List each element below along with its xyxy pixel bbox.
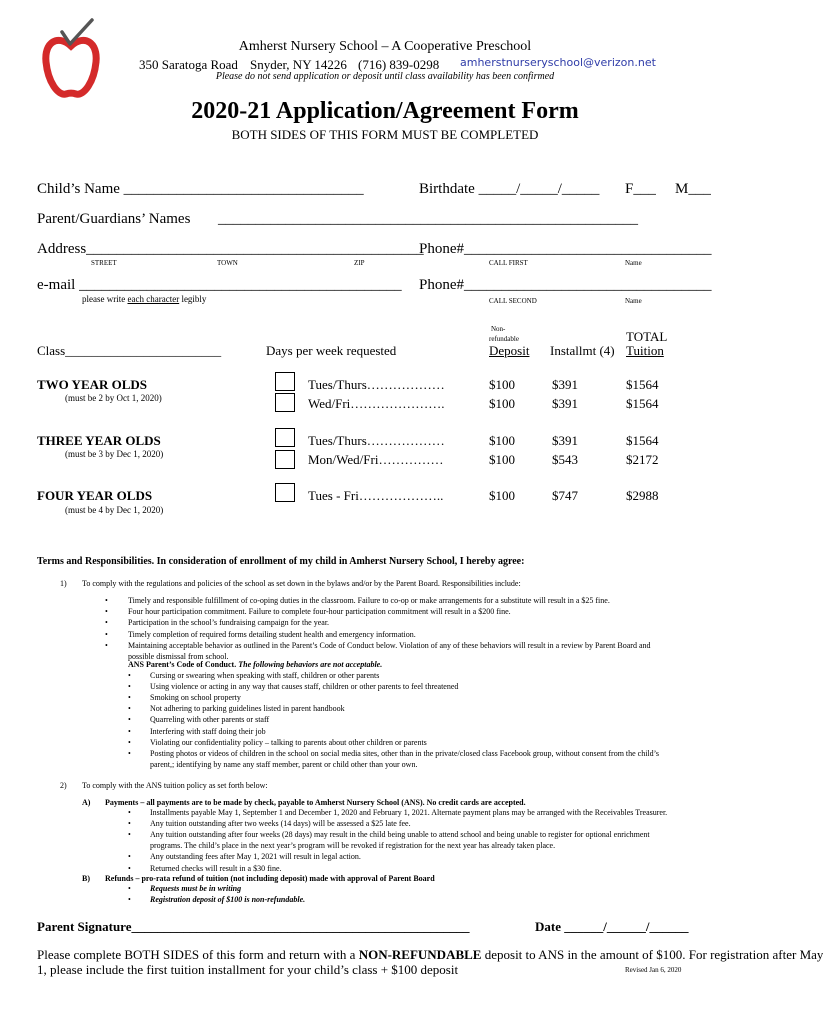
revised-date: Revised Jan 6, 2020 [625, 966, 682, 974]
call-second-label: CALL SECOND [489, 297, 537, 305]
deposit-value: $100 [489, 488, 515, 503]
list-item: Posting photos or videos of children in the school on social media sites, other than in the private/closed class Facebook group, without consent from the child’s [150, 748, 660, 758]
class-header: Class________________________ [37, 343, 222, 358]
class-checkbox[interactable] [275, 428, 295, 447]
tuition-header: Tuition [626, 343, 664, 358]
call-first-label: CALL FIRST [489, 259, 528, 267]
bullet-icon: • [105, 607, 108, 617]
days-header: Days per week requested [266, 343, 397, 358]
application-notice: Please do not send application or deposit until class availability has been confirmed [215, 71, 555, 82]
class-checkbox[interactable] [275, 372, 295, 391]
payments-label: A) [82, 798, 91, 807]
list-item: Any tuition outstanding after four weeks (28 days) may result in the child being unable to attend school and being unable to register for optional enrichment [150, 830, 650, 840]
days-option: Tues/Thurs……………… [308, 377, 445, 392]
terms-heading: Terms and Responsibilities. In consideration of enrollment of my child in Amherst Nursery School, I hereby agree: [37, 556, 525, 567]
days-option: Mon/Wed/Fri…………… [308, 452, 444, 467]
days-option: Tues/Thurs……………… [308, 433, 445, 448]
total-value: $1564 [626, 396, 659, 411]
town-label: TOWN [217, 259, 238, 267]
installment-value: $391 [552, 396, 578, 411]
deposit-value: $100 [489, 396, 515, 411]
installment-value: $543 [552, 452, 578, 467]
class-name: FOUR YEAR OLDS [37, 488, 153, 503]
list-item: Requests must be in writing [150, 884, 242, 893]
bullet-icon: • [128, 819, 131, 829]
installment-header: Installmt (4) [550, 343, 615, 358]
list-item: Installments payable May 1, September 1 and December 1, 2020 and February 1, 2021. Alternate payment plans may be arranged with the Receivables Treasurer. [150, 808, 668, 817]
signature-date-field[interactable]: Date ______/______/______ [535, 919, 689, 934]
bullet-icon: • [105, 596, 108, 605]
bullet-icon: • [128, 863, 131, 873]
class-name: TWO YEAR OLDS [37, 377, 148, 392]
legibly-note: please write each character legibly [82, 294, 207, 304]
item-text: To comply with the ANS tuition policy as set forth below: [82, 781, 268, 790]
bullet-icon: • [128, 737, 131, 747]
installment-value: $391 [552, 377, 578, 392]
total-value: $1564 [626, 433, 659, 448]
list-item: programs. The child’s place in the next year’s program will be revoked if registration for the next year has already taken place. [150, 841, 556, 851]
list-item: Interfering with staff doing their job [150, 726, 266, 736]
deposit-value: $100 [489, 377, 515, 392]
conduct-heading: ANS Parent’s Code of Conduct. The following behaviors are not acceptable. [128, 660, 383, 669]
page-subtitle: BOTH SIDES OF THIS FORM MUST BE COMPLETED [231, 127, 539, 142]
list-item: Any tuition outstanding after two weeks (14 days) will be assessed a $25 late fee. [150, 819, 411, 829]
bullet-icon: • [128, 726, 131, 736]
bullet-icon: • [128, 671, 131, 680]
phone-first-field[interactable]: Phone#_________________________________ [419, 241, 712, 257]
bullet-icon: • [128, 748, 131, 758]
days-option: Wed/Fri…………………. [308, 396, 445, 411]
class-name: THREE YEAR OLDS [37, 433, 161, 448]
bullet-icon: • [105, 640, 108, 650]
bullet-icon: • [128, 682, 131, 692]
refunds-heading: Refunds – pro-rata refund of tuition (not including deposit) made with approval of Parent Board [105, 874, 435, 883]
apple-checkmark-logo [40, 20, 102, 102]
bullet-icon: • [128, 830, 131, 840]
parent-names-field[interactable]: ________________________________________________________ [218, 211, 638, 227]
bullet-icon: • [128, 704, 131, 714]
page-title: 2020-21 Application/Agreement Form [191, 98, 579, 124]
male-field[interactable]: M___ [675, 181, 711, 197]
bullet-icon: • [105, 618, 108, 628]
total-value: $2172 [626, 452, 659, 467]
list-item: Participation in the school’s fundraising campaign for the year. [128, 618, 330, 628]
child-name-field[interactable]: Child’s Name ________________________________ [37, 181, 364, 197]
class-note: (must be 3 by Dec 1, 2020) [65, 449, 164, 459]
class-checkbox[interactable] [275, 393, 295, 412]
refunds-label: B) [82, 874, 90, 883]
days-option: Tues - Fri……………….. [308, 488, 444, 503]
installment-value: $747 [552, 488, 578, 503]
name-label-2: Name [625, 297, 642, 305]
street-label: STREET [91, 259, 117, 267]
bullet-icon: • [128, 715, 131, 725]
list-item: Returned checks will result in a $30 fine. [150, 863, 282, 873]
class-checkbox[interactable] [275, 450, 295, 469]
item-number: 1) [60, 579, 67, 588]
deposit-value: $100 [489, 452, 515, 467]
class-checkbox[interactable] [275, 483, 295, 502]
list-item: Maintaining acceptable behavior as outlined in the Parent’s Code of Conduct below. Violation of any of these behaviors will result in a review by Parent Board and [128, 640, 651, 650]
school-address: 350 Saratoga Road [139, 57, 238, 72]
bullet-icon: • [128, 693, 131, 703]
birthdate-field[interactable]: Birthdate _____/_____/_____ [419, 181, 600, 197]
footer-line-1: Please complete BOTH SIDES of this form and return with a NON-REFUNDABLE deposit to ANS in the amount of $100. For registration after May [37, 947, 823, 962]
list-item: parent,; identifying by name any staff member, parent or child other than your own. [150, 759, 418, 769]
item-text: To comply with the regulations and policies of the school as set down in the bylaws and/or by the Parent Board. Responsibilities include: [82, 579, 521, 588]
total-value: $1564 [626, 377, 659, 392]
refundable-label: refundable [489, 335, 519, 343]
list-item: Smoking on school property [150, 693, 241, 703]
total-value: $2988 [626, 488, 659, 503]
nonref-label: Non- [491, 325, 506, 333]
list-item: Any outstanding fees after May 1, 2021 will result in legal action. [150, 852, 361, 862]
list-item: Not adhering to parking guidelines listed in parent handbook [150, 704, 345, 714]
deposit-value: $100 [489, 433, 515, 448]
bullet-icon: • [128, 808, 131, 817]
parent-names-label: Parent/Guardians’ Names [37, 211, 191, 227]
list-item: Timely completion of required forms detailing student health and emergency information. [128, 629, 416, 639]
footer-line-2: 1, please include the first tuition installment for your child’s class + $100 deposit [37, 962, 459, 977]
list-item: Using violence or acting in any way that causes staff, children or other parents to feel threatened [150, 682, 459, 692]
bullet-icon: • [128, 895, 131, 905]
phone-second-field[interactable]: Phone#_________________________________ [419, 277, 712, 293]
bullet-icon: • [105, 629, 108, 639]
bullet-icon: • [128, 852, 131, 862]
school-email-link[interactable]: amherstnurseryschool@verizon.net [460, 56, 656, 69]
list-item: Violating our confidentiality policy – talking to parents about other children or parents [150, 737, 427, 747]
list-item: possible dismissal from school. [128, 652, 229, 661]
email-field[interactable]: e-mail ___________________________________________ [37, 277, 402, 293]
school-city: Snyder, NY 14226 [250, 57, 347, 72]
zip-label: ZIP [354, 259, 365, 267]
address-field[interactable]: Address_____________________________________________ [37, 241, 424, 257]
class-note: (must be 2 by Oct 1, 2020) [65, 393, 162, 403]
installment-value: $391 [552, 433, 578, 448]
deposit-header: Deposit [489, 343, 530, 358]
list-item: Four hour participation commitment. Failure to complete four-hour participation commitment will result in a $200 fine. [128, 607, 511, 617]
class-note: (must be 4 by Dec 1, 2020) [65, 505, 164, 515]
school-name: Amherst Nursery School – A Cooperative Preschool [238, 39, 532, 54]
name-label-1: Name [625, 259, 642, 267]
list-item: Registration deposit of $100 is non-refundable. [150, 895, 306, 905]
list-item: Quarreling with other parents or staff [150, 715, 270, 725]
total-label: TOTAL [626, 329, 668, 344]
female-field[interactable]: F___ [625, 181, 656, 197]
bullet-icon: • [128, 884, 131, 893]
item-number: 2) [60, 781, 67, 790]
payments-heading: Payments – all payments are to be made by check, payable to Amherst Nursery School (ANS). No credit cards are accepted. [105, 798, 526, 807]
school-phone: (716) 839-0298 [358, 57, 440, 72]
parent-signature-field[interactable]: Parent Signature____________________________________________________ [37, 919, 470, 934]
list-item: Timely and responsible fulfillment of co-oping duties in the classroom. Failure to co-op or make arrangements for a substitute will result in a $25 fine. [128, 596, 610, 605]
list-item: Cursing or swearing when speaking with staff, children or other parents [150, 671, 380, 680]
